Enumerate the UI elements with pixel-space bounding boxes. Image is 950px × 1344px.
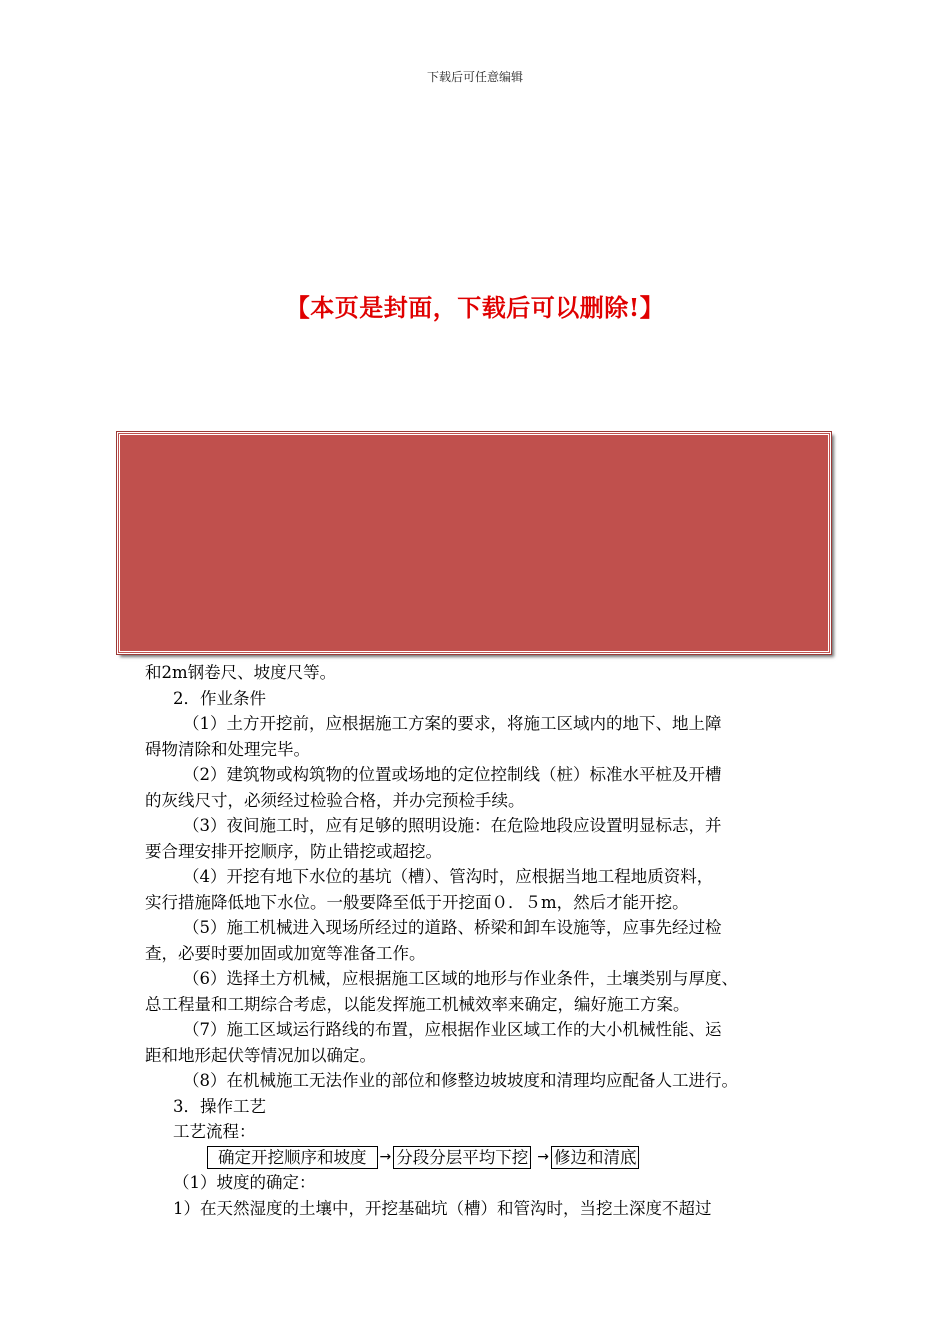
header-note: 下载后可任意编辑 [426,70,523,84]
partial-line: 和2m钢卷尺、坡度尺等。 [145,663,337,682]
item-7-line-2: 距和地形起伏等情况加以确定。 [145,1045,376,1065]
item-3-line-2: 要合理安排开挖顺序，防止错挖或超挖。 [145,841,442,861]
flow-step-3: 修边和清底 [551,1146,640,1169]
item-1-line-2: 碍物清除和处理完毕。 [145,739,310,759]
item-4-line-2: 实行措施降低地下水位。一般要降至低于开挖面０．５m，然后才能开挖。 [145,892,689,912]
flow-step-1: 确定开挖顺序和坡度 [207,1146,378,1169]
item-1-line-1: （1）土方开挖前，应根据施工方案的要求，将施工区域内的地下、地上障 [183,714,722,733]
red-cover-banner [117,432,831,654]
flow-label: 工艺流程： [173,1122,256,1141]
flow-arrow-icon: → [379,1148,392,1165]
item-5-line-2: 查，必要时要加固或加宽等准备工作。 [145,943,426,963]
item-8-line-1: （8）在机械施工无法作业的部位和修整边坡坡度和清理均应配备人工进行。 [183,1071,738,1090]
flow-arrow-icon: → [537,1148,549,1165]
item-2-line-1: （2）建筑物或构筑物的位置或场地的定位控制线（桩）标准水平桩及开槽 [183,765,722,784]
item-2-line-2: 的灰线尺寸，必须经过检验合格，并办完预检手续。 [145,790,525,810]
item-6-line-2: 总工程量和工期综合考虑，以能发挥施工机械效率来确定，编好施工方案。 [145,994,690,1014]
section-3-title: 3．操作工艺 [173,1096,266,1116]
document-body [145,660,813,1221]
process-flow [145,1145,813,1171]
flow-step-2: 分段分层平均下挖 [393,1146,531,1169]
subsection-1-title: （1）坡度的确定： [173,1173,316,1192]
item-5-line-1: （5）施工机械进入现场所经过的道路、桥梁和卸车设施等，应事先经过检 [183,918,722,937]
section-2-title: 2．作业条件 [173,688,266,708]
last-line: 1）在天然湿度的土壤中，开挖基础坑（槽）和管沟时，当挖土深度不超过 [173,1198,712,1218]
cover-notice-title: 【本页是封面，下载后可以删除!】 [285,293,665,322]
item-6-line-1: （6）选择土方机械，应根据施工区域的地形与作业条件，土壤类别与厚度、 [183,969,738,988]
item-3-line-1: （3）夜间施工时，应有足够的照明设施：在危险地段应设置明显标志，并 [183,816,722,835]
item-4-line-1: （4）开挖有地下水位的基坑（槽）、管沟时，应根据当地工程地质资料， [183,867,714,886]
item-7-line-1: （7）施工区域运行路线的布置，应根据作业区域工作的大小机械性能、运 [183,1020,722,1039]
